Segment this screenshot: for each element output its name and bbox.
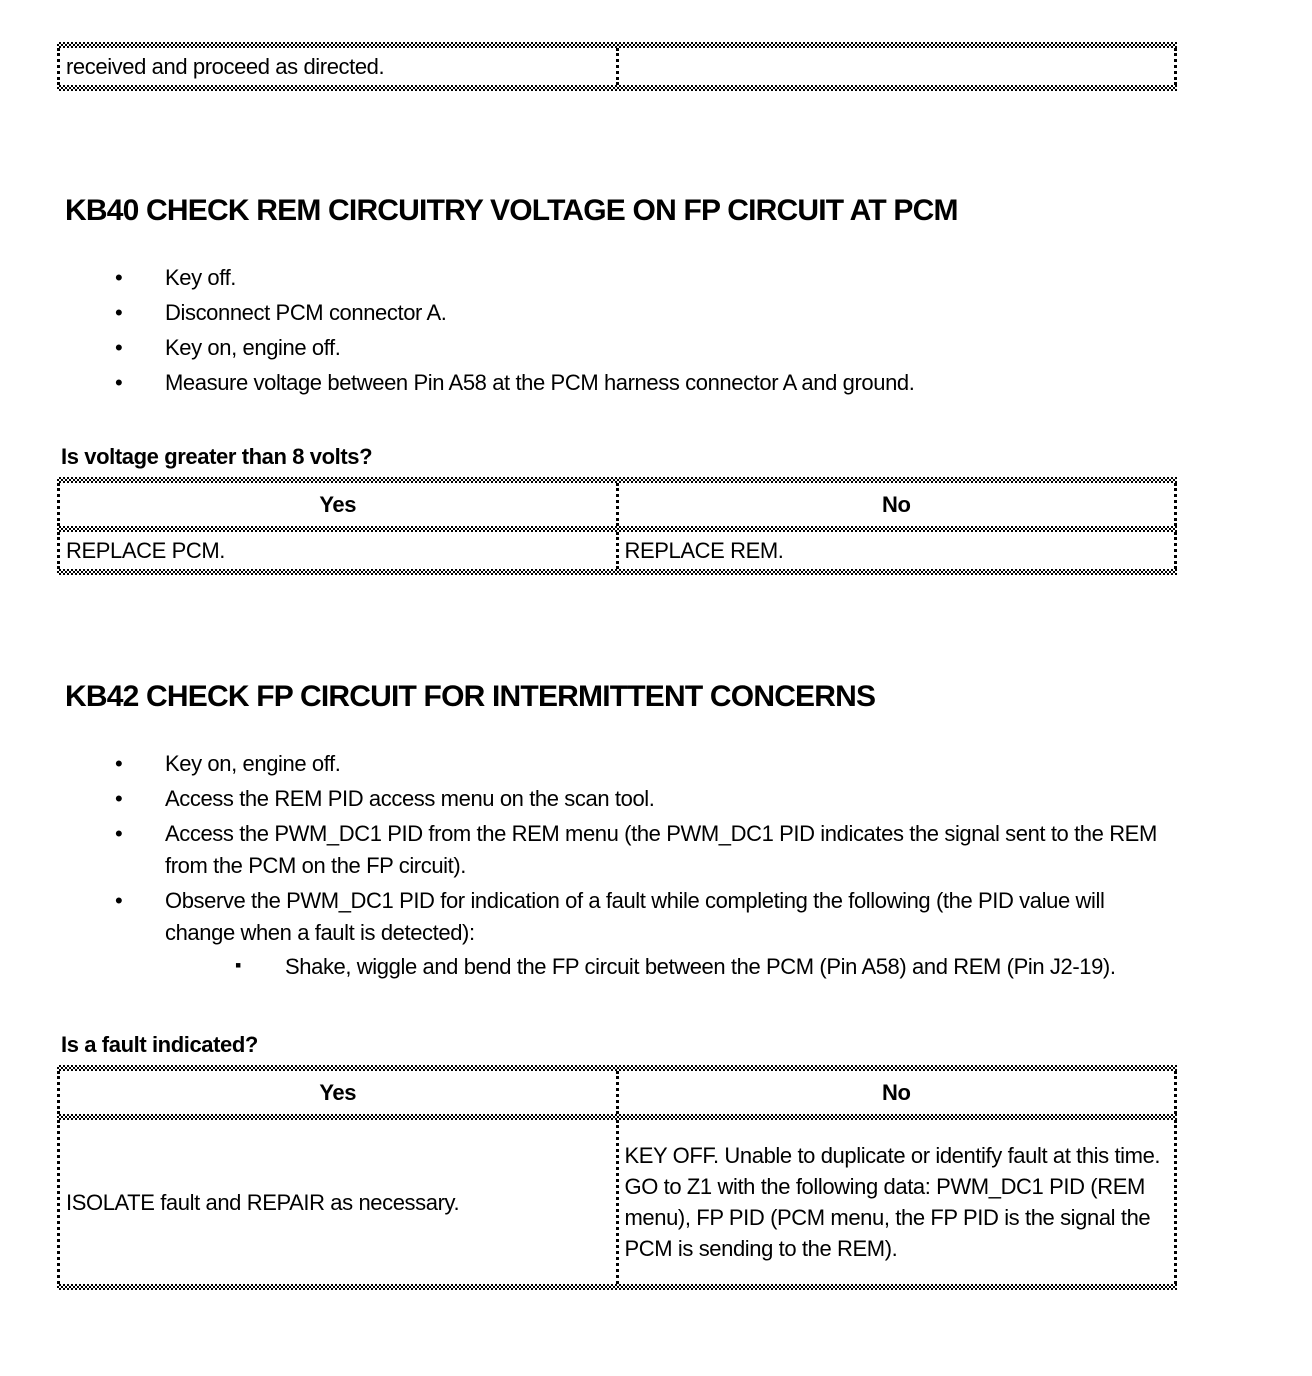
table-cell-yes-action: REPLACE PCM. xyxy=(60,532,616,569)
procedure-list-kb40 xyxy=(57,262,1312,399)
list-item xyxy=(57,332,1165,364)
sub-list-item-text: Shake, wiggle and bend the FP circuit between the PCM (Pin A58) and REM (Pin J2-19). xyxy=(285,954,1116,979)
list-item xyxy=(57,367,1165,399)
list-item-text: Key on, engine off. xyxy=(165,751,341,776)
list-item-text: Access the PWM_DC1 PID from the REM menu (the PWM_DC1 PID indicates the signal sent to the REM from the PCM on the FP circuit). xyxy=(165,821,1157,878)
list-item-text: Key on, engine off. xyxy=(165,335,341,360)
list-item-text: Measure voltage between Pin A58 at the PCM harness connector A and ground. xyxy=(165,370,915,395)
list-item xyxy=(57,885,1165,983)
table-header-yes: Yes xyxy=(60,1071,616,1114)
bullet-icon: • xyxy=(115,888,123,913)
decision-table-kb40 xyxy=(57,477,1177,575)
bullet-icon: • xyxy=(115,751,123,776)
bullet-icon: • xyxy=(115,335,123,360)
bullet-icon: • xyxy=(115,786,123,811)
sub-list-item xyxy=(165,951,1165,983)
procedure-list-kb42 xyxy=(57,748,1312,983)
list-item xyxy=(57,297,1165,329)
sub-procedure-list xyxy=(165,951,1165,983)
square-bullet-icon: ▪ xyxy=(235,955,241,975)
table-header-row xyxy=(57,1071,1177,1114)
table-cell-no-action: KEY OFF. Unable to duplicate or identify fault at this time. GO to Z1 with the following data: PWM_DC1 PID (REM menu), FP PID (PCM menu, the FP PID is the signal the PCM is sending to the REM). xyxy=(616,1120,1175,1284)
table-row xyxy=(57,1120,1177,1284)
table-border-band xyxy=(57,569,1177,575)
list-item xyxy=(57,748,1165,780)
list-item-text: Disconnect PCM connector A. xyxy=(165,300,447,325)
table-cell-yes-action: ISOLATE fault and REPAIR as necessary. xyxy=(60,1120,616,1284)
decision-question-kb42: Is a fault indicated? xyxy=(61,1032,258,1057)
continuation-table xyxy=(57,42,1177,91)
table-cell-no-action: REPLACE REM. xyxy=(616,532,1175,569)
list-item xyxy=(57,818,1165,882)
decision-question-kb40: Is voltage greater than 8 volts? xyxy=(61,444,373,469)
list-item-text: Access the REM PID access menu on the scan tool. xyxy=(165,786,655,811)
decision-table-kb42 xyxy=(57,1065,1177,1290)
table-row xyxy=(57,48,1177,85)
list-item-text: Key off. xyxy=(165,265,236,290)
list-item-text: Observe the PWM_DC1 PID for indication of a fault while completing the following (the PID value will change when a fault is detected): xyxy=(165,888,1105,945)
table-header-no: No xyxy=(616,1071,1175,1114)
table-border-band xyxy=(57,85,1177,91)
continuation-left-cell: received and proceed as directed. xyxy=(60,48,616,85)
bullet-icon: • xyxy=(115,821,123,846)
bullet-icon: • xyxy=(115,300,123,325)
list-item xyxy=(57,783,1165,815)
section-heading-kb40: KB40 CHECK REM CIRCUITRY VOLTAGE ON FP CIRCUIT AT PCM xyxy=(65,194,958,227)
table-header-yes: Yes xyxy=(60,483,616,526)
list-item xyxy=(57,262,1165,294)
table-header-no: No xyxy=(616,483,1175,526)
continuation-right-cell xyxy=(616,48,1175,85)
bullet-icon: • xyxy=(115,370,123,395)
table-border-band xyxy=(57,1284,1177,1290)
bullet-icon: • xyxy=(115,265,123,290)
section-heading-kb42: KB42 CHECK FP CIRCUIT FOR INTERMITTENT CONCERNS xyxy=(65,680,876,713)
table-row xyxy=(57,532,1177,569)
table-header-row xyxy=(57,483,1177,526)
